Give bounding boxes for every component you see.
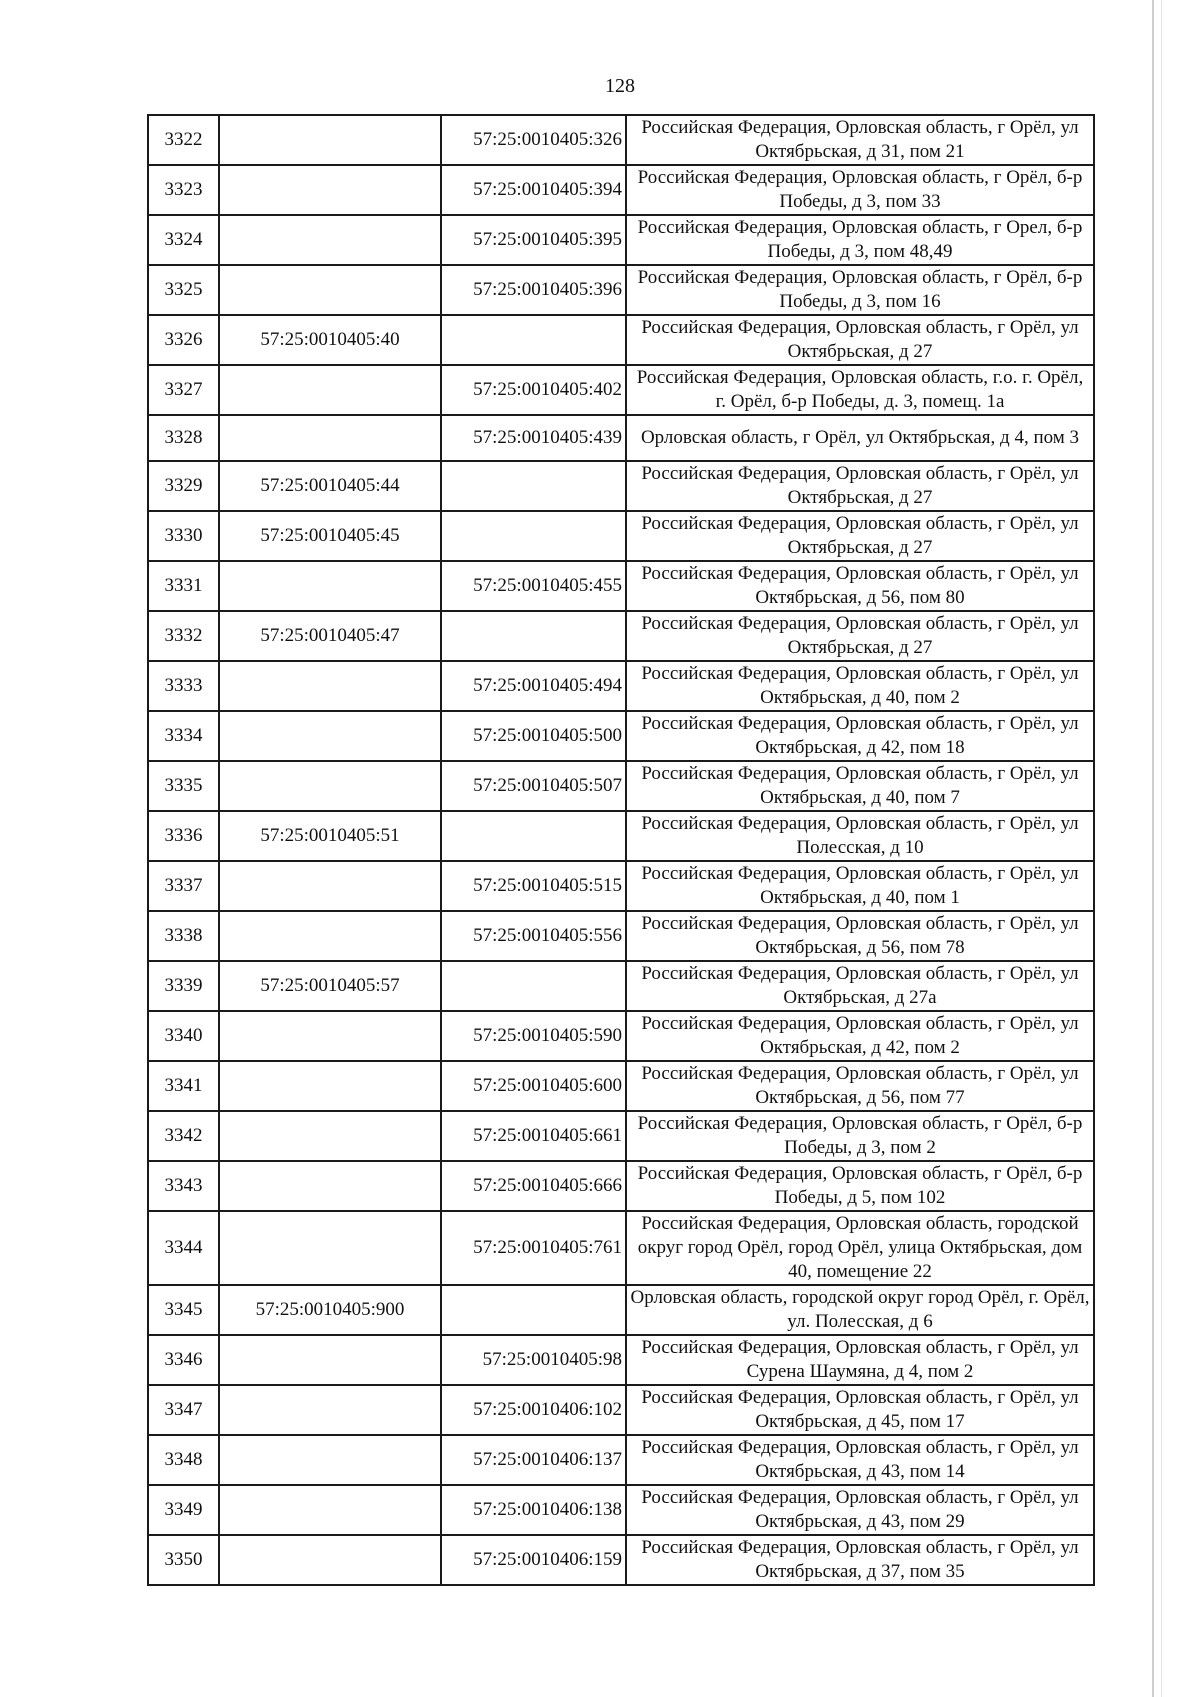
premise-cadastral-number-cell: 57:25:0010405:455 [441,561,626,611]
table-row [148,811,1094,861]
object-cadastral-number-cell [219,661,441,711]
premise-cadastral-number-cell: 57:25:0010405:666 [441,1161,626,1211]
table-row [148,511,1094,561]
scan-edge-line-secondary [1161,0,1162,1697]
row-number-cell: 3330 [148,511,219,561]
premise-cadastral-number-cell: 57:25:0010405:439 [441,415,626,461]
row-number-cell: 3344 [148,1211,219,1285]
row-number-cell: 3334 [148,711,219,761]
object-cadastral-number-cell [219,911,441,961]
table-row [148,661,1094,711]
premise-cadastral-number-cell [441,811,626,861]
object-cadastral-number-cell [219,1435,441,1485]
address-cell: Российская Федерация, Орловская область, г Орёл, ул Октябрьская, д 27а [626,961,1094,1011]
table-row [148,561,1094,611]
row-number-cell: 3341 [148,1061,219,1111]
table-row [148,1335,1094,1385]
premise-cadastral-number-cell: 57:25:0010406:137 [441,1435,626,1485]
premise-cadastral-number-cell: 57:25:0010405:395 [441,215,626,265]
object-cadastral-number-cell [219,1161,441,1211]
table-row [148,1285,1094,1335]
table-row [148,1211,1094,1285]
row-number-cell: 3332 [148,611,219,661]
table-row [148,165,1094,215]
records-table [147,114,1095,1586]
table-row [148,1011,1094,1061]
object-cadastral-number-cell [219,761,441,811]
object-cadastral-number-cell [219,561,441,611]
address-cell: Российская Федерация, Орловская область, г Орёл, ул Октябрьская, д 27 [626,611,1094,661]
premise-cadastral-number-cell: 57:25:0010405:394 [441,165,626,215]
premise-cadastral-number-cell [441,961,626,1011]
address-cell: Российская Федерация, Орловская область, г Орёл, ул Октябрьская, д 56, пом 80 [626,561,1094,611]
premise-cadastral-number-cell: 57:25:0010405:494 [441,661,626,711]
table-row [148,115,1094,165]
object-cadastral-number-cell [219,415,441,461]
premise-cadastral-number-cell [441,461,626,511]
premise-cadastral-number-cell: 57:25:0010405:761 [441,1211,626,1285]
premise-cadastral-number-cell: 57:25:0010405:396 [441,265,626,315]
row-number-cell: 3328 [148,415,219,461]
address-cell: Российская Федерация, Орловская область, г Орёл, ул Октябрьская, д 27 [626,315,1094,365]
address-cell: Орловская область, городской округ город Орёл, г. Орёл, ул. Полесская, д 6 [626,1285,1094,1335]
address-cell: Российская Федерация, Орловская область, г Орёл, ул Полесская, д 10 [626,811,1094,861]
object-cadastral-number-cell: 57:25:0010405:900 [219,1285,441,1335]
object-cadastral-number-cell [219,1061,441,1111]
premise-cadastral-number-cell: 57:25:0010405:556 [441,911,626,961]
object-cadastral-number-cell [219,1485,441,1535]
table-row [148,711,1094,761]
address-cell: Российская Федерация, Орловская область, г Орёл, б-р Победы, д 3, пом 2 [626,1111,1094,1161]
table-row [148,911,1094,961]
object-cadastral-number-cell [219,1535,441,1585]
row-number-cell: 3325 [148,265,219,315]
object-cadastral-number-cell [219,1011,441,1061]
premise-cadastral-number-cell [441,511,626,561]
object-cadastral-number-cell [219,165,441,215]
row-number-cell: 3339 [148,961,219,1011]
table-row [148,961,1094,1011]
object-cadastral-number-cell: 57:25:0010405:44 [219,461,441,511]
premise-cadastral-number-cell [441,315,626,365]
address-cell: Российская Федерация, Орловская область, г Орёл, ул Октябрьская, д 56, пом 78 [626,911,1094,961]
table-row [148,461,1094,511]
address-cell: Российская Федерация, Орловская область, г Орёл, ул Октябрьская, д 40, пом 7 [626,761,1094,811]
row-number-cell: 3342 [148,1111,219,1161]
object-cadastral-number-cell [219,115,441,165]
address-cell: Российская Федерация, Орловская область, г Орёл, ул Октябрьская, д 45, пом 17 [626,1385,1094,1435]
table-row [148,1535,1094,1585]
address-cell: Российская Федерация, Орловская область, г Орёл, ул Октябрьская, д 42, пом 18 [626,711,1094,761]
premise-cadastral-number-cell: 57:25:0010406:102 [441,1385,626,1435]
address-cell: Российская Федерация, Орловская область, городской округ город Орёл, город Орёл, улица Октябрьская, дом 40, помещение 22 [626,1211,1094,1285]
premise-cadastral-number-cell: 57:25:0010405:661 [441,1111,626,1161]
object-cadastral-number-cell [219,1211,441,1285]
address-cell: Орловская область, г Орёл, ул Октябрьская, д 4, пом 3 [626,415,1094,461]
table-row [148,761,1094,811]
address-cell: Российская Федерация, Орловская область, г Орёл, ул Октябрьская, д 40, пом 1 [626,861,1094,911]
row-number-cell: 3337 [148,861,219,911]
address-cell: Российская Федерация, Орловская область, г Орёл, ул Октябрьская, д 43, пом 29 [626,1485,1094,1535]
address-cell: Российская Федерация, Орловская область, г Орёл, ул Октябрьская, д 31, пом 21 [626,115,1094,165]
premise-cadastral-number-cell [441,1285,626,1335]
table-row [148,215,1094,265]
row-number-cell: 3335 [148,761,219,811]
records-table-body [148,115,1094,1585]
table-row [148,1485,1094,1535]
object-cadastral-number-cell [219,215,441,265]
premise-cadastral-number-cell: 57:25:0010405:515 [441,861,626,911]
page-number: 128 [605,75,635,97]
object-cadastral-number-cell [219,1385,441,1435]
row-number-cell: 3349 [148,1485,219,1535]
table-row [148,415,1094,461]
address-cell: Российская Федерация, Орловская область, г Орёл, б-р Победы, д 5, пом 102 [626,1161,1094,1211]
row-number-cell: 3338 [148,911,219,961]
row-number-cell: 3347 [148,1385,219,1435]
table-row [148,1435,1094,1485]
object-cadastral-number-cell [219,861,441,911]
row-number-cell: 3345 [148,1285,219,1335]
premise-cadastral-number-cell: 57:25:0010405:600 [441,1061,626,1111]
table-row [148,1061,1094,1111]
premise-cadastral-number-cell [441,611,626,661]
row-number-cell: 3346 [148,1335,219,1385]
object-cadastral-number-cell [219,711,441,761]
address-cell: Российская Федерация, Орловская область, г Орёл, ул Октябрьская, д 56, пом 77 [626,1061,1094,1111]
object-cadastral-number-cell: 57:25:0010405:47 [219,611,441,661]
table-row [148,1111,1094,1161]
object-cadastral-number-cell [219,265,441,315]
premise-cadastral-number-cell: 57:25:0010406:138 [441,1485,626,1535]
premise-cadastral-number-cell: 57:25:0010405:402 [441,365,626,415]
address-cell: Российская Федерация, Орловская область, г Орёл, ул Октябрьская, д 27 [626,511,1094,561]
table-row [148,611,1094,661]
row-number-cell: 3326 [148,315,219,365]
object-cadastral-number-cell: 57:25:0010405:40 [219,315,441,365]
table-row [148,315,1094,365]
object-cadastral-number-cell [219,1335,441,1385]
address-cell: Российская Федерация, Орловская область, г Орёл, ул Октябрьская, д 37, пом 35 [626,1535,1094,1585]
object-cadastral-number-cell [219,1111,441,1161]
address-cell: Российская Федерация, Орловская область, г.о. г. Орёл, г. Орёл, б-р Победы, д. 3, помещ. 1а [626,365,1094,415]
address-cell: Российская Федерация, Орловская область, г Орёл, б-р Победы, д 3, пом 16 [626,265,1094,315]
row-number-cell: 3336 [148,811,219,861]
table-row [148,1161,1094,1211]
premise-cadastral-number-cell: 57:25:0010406:159 [441,1535,626,1585]
premise-cadastral-number-cell: 57:25:0010405:507 [441,761,626,811]
row-number-cell: 3322 [148,115,219,165]
address-cell: Российская Федерация, Орловская область, г Орёл, б-р Победы, д 3, пом 33 [626,165,1094,215]
object-cadastral-number-cell: 57:25:0010405:51 [219,811,441,861]
object-cadastral-number-cell [219,365,441,415]
table-row [148,861,1094,911]
address-cell: Российская Федерация, Орловская область, г Орёл, ул Октябрьская, д 43, пом 14 [626,1435,1094,1485]
address-cell: Российская Федерация, Орловская область, г Орёл, ул Октябрьская, д 42, пом 2 [626,1011,1094,1061]
row-number-cell: 3329 [148,461,219,511]
row-number-cell: 3340 [148,1011,219,1061]
premise-cadastral-number-cell: 57:25:0010405:326 [441,115,626,165]
premise-cadastral-number-cell: 57:25:0010405:500 [441,711,626,761]
object-cadastral-number-cell: 57:25:0010405:57 [219,961,441,1011]
table-row [148,365,1094,415]
address-cell: Российская Федерация, Орловская область, г Орёл, ул Октябрьская, д 27 [626,461,1094,511]
address-cell: Российская Федерация, Орловская область, г Орёл, ул Октябрьская, д 40, пом 2 [626,661,1094,711]
object-cadastral-number-cell: 57:25:0010405:45 [219,511,441,561]
row-number-cell: 3324 [148,215,219,265]
row-number-cell: 3331 [148,561,219,611]
scan-edge-line [1152,0,1154,1697]
table-row [148,265,1094,315]
row-number-cell: 3350 [148,1535,219,1585]
row-number-cell: 3323 [148,165,219,215]
address-cell: Российская Федерация, Орловская область, г Орёл, ул Сурена Шаумяна, д 4, пом 2 [626,1335,1094,1385]
address-cell: Российская Федерация, Орловская область, г Орел, б-р Победы, д 3, пом 48,49 [626,215,1094,265]
premise-cadastral-number-cell: 57:25:0010405:98 [441,1335,626,1385]
row-number-cell: 3348 [148,1435,219,1485]
premise-cadastral-number-cell: 57:25:0010405:590 [441,1011,626,1061]
row-number-cell: 3327 [148,365,219,415]
row-number-cell: 3343 [148,1161,219,1211]
row-number-cell: 3333 [148,661,219,711]
table-row [148,1385,1094,1435]
